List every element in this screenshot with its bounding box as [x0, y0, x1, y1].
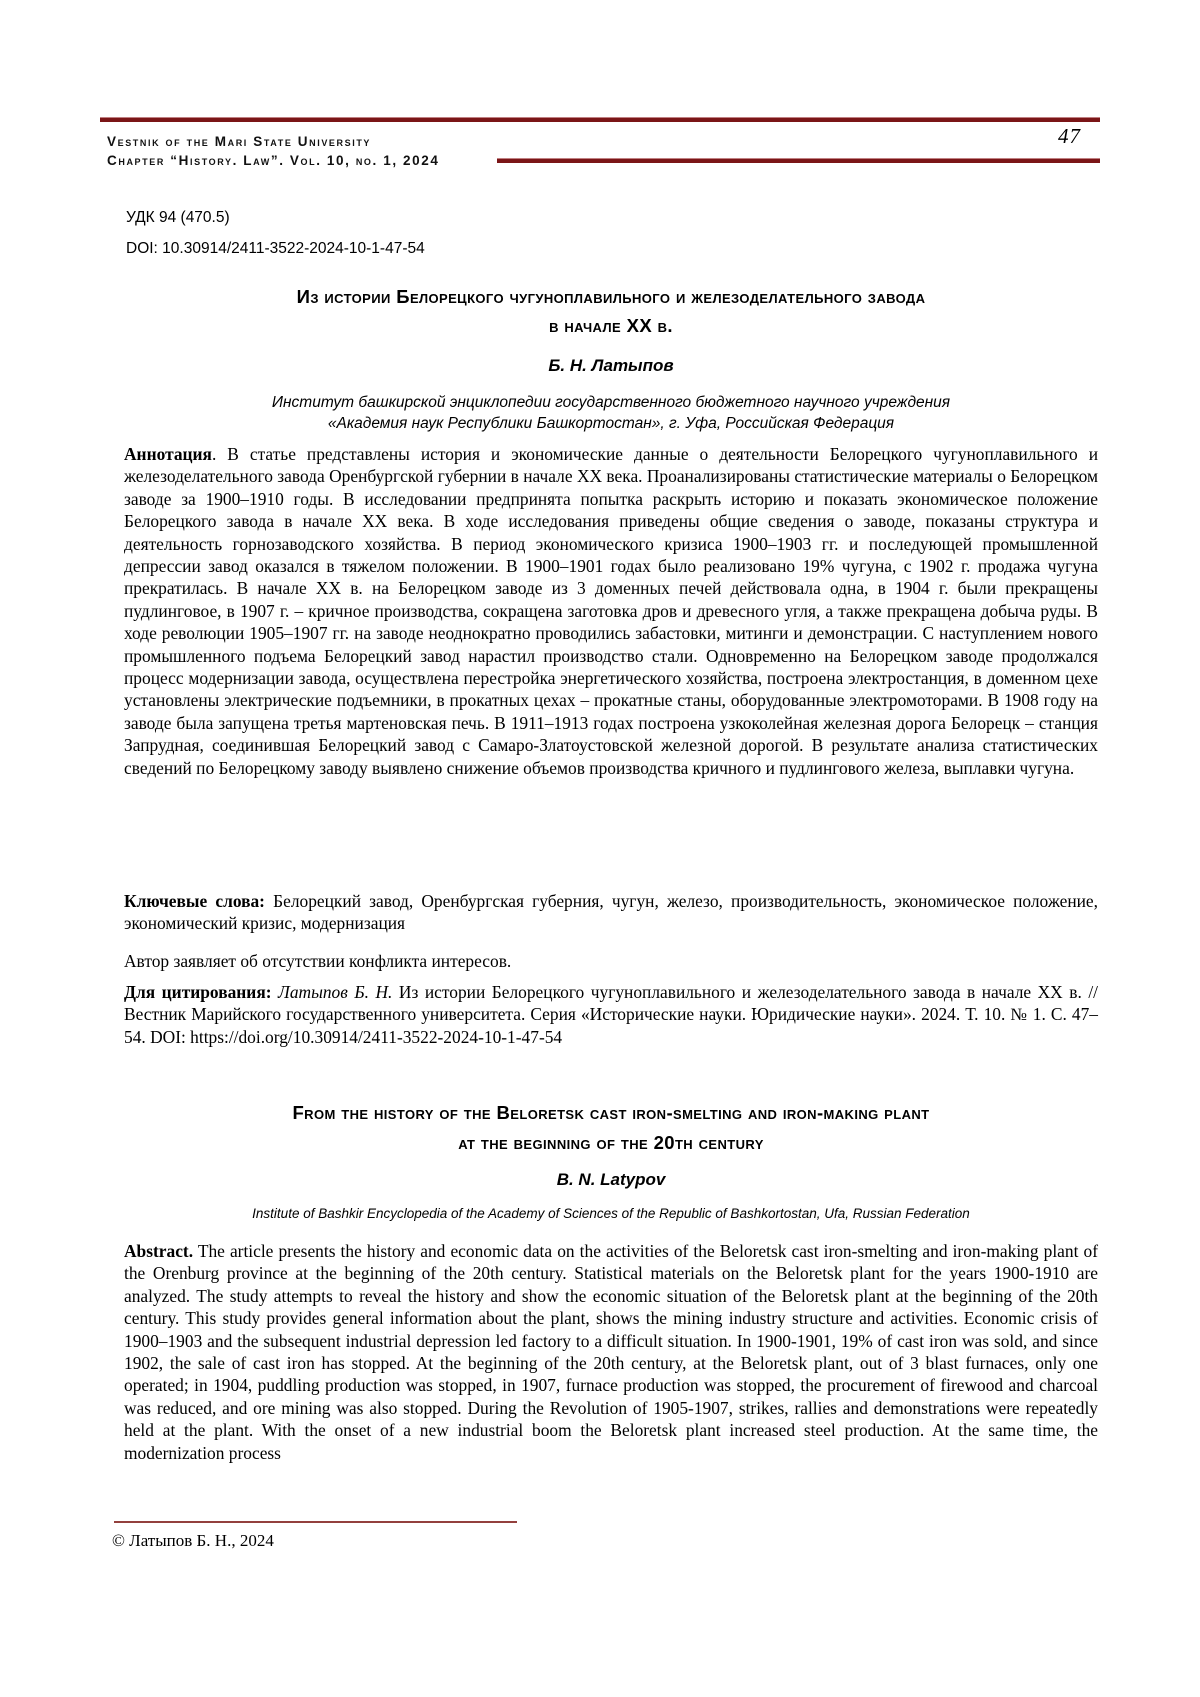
- journal-chapter-volume: Chapter “History. Law”. Vol. 10, no. 1, 2024: [107, 153, 440, 168]
- doi-code: DOI: 10.30914/2411-3522-2024-10-1-47-54: [126, 240, 425, 257]
- keywords-ru-label: Ключевые слова:: [124, 891, 265, 911]
- author-name-ru: Б. Н. Латыпов: [548, 356, 674, 375]
- header-rule-top: [100, 117, 1100, 122]
- footnote-divider: [114, 1521, 517, 1523]
- header-rule-right: [497, 158, 1100, 163]
- abstract-en-text: The article presents the history and economic data on the activities of the Beloretsk cast iron-smelting and iron-making plant of the Orenburg province at the beginning of the 20th century. Statistical materials on the Beloretsk plant for the years 1900-1910 are analyzed. The study attempts to reveal the history and show the economic situation of the Beloretsk plant at the beginning of the 20th century. This study provides general information about the plant, shows the mining industry structure and activities. Economic crisis of 1900–1903 and the subsequent industrial depression led factory to a difficult situation. In 1900-1901, 19% of cast iron was sold, and since 1902, the sale of cast iron has stopped. At the beginning of the 20th century, at the Beloretsk plant, out of 3 blast furnaces, only one operated; in 1904, puddling production was stopped, in 1907, furnace production was stopped, the procurement of firewood and charcoal was reduced, and ore mining was also stopped. During the Revolution of 1905-1907, strikes, rallies and demonstrations were repeatedly held at the plant. With the onset of a new industrial boom the Beloretsk plant increased steel production. At the same time, the modernization process: [124, 1241, 1098, 1463]
- abstract-ru-label: Аннотация: [124, 444, 212, 464]
- affiliation-ru-line1: Институт башкирской энциклопедии государственного бюджетного научного учреждения: [271, 394, 951, 411]
- article-title-ru-line2: в начале XX в.: [549, 315, 673, 336]
- article-title-en: [124, 1098, 1098, 1158]
- article-title-ru-line1: Из истории Белорецкого чугуноплавильного и железоделательного завода: [296, 286, 926, 307]
- affiliation-en: Institute of Bashkir Encyclopedia of the Academy of Sciences of the Republic of Bashkortostan, Ufa, Russian Federation: [252, 1206, 970, 1221]
- journal-name: Vestnik of the Mari State University: [107, 134, 372, 149]
- abstract-en-label: Abstract.: [124, 1241, 194, 1261]
- copyright-notice: © Латыпов Б. Н., 2024: [112, 1531, 274, 1550]
- abstract-ru: [124, 443, 1098, 779]
- author-name-en: B. N. Latypov: [556, 1170, 666, 1189]
- affiliation-ru-line2: «Академия наук Республики Башкортостан», г. Уфа, Российская Федерация: [327, 414, 895, 432]
- article-title-ru: [124, 282, 1098, 340]
- keywords-ru-text: Белорецкий завод, Оренбургская губерния, чугун, железо, производительность, экономическое положение, экономический кризис, модернизация: [124, 891, 1099, 934]
- citation-ru-text: Из истории Белорецкого чугуноплавильного и железоделательного завода в начале XX в. // Вестник Марийского государственного университета. Серия «Исторические науки. Юридические науки». 2024. Т. 10. № 1. С. 47–54. DOI: https://doi.org/10.30914/2411-3522-2024-10-1-47-54: [124, 982, 1099, 1047]
- affiliation-ru: [124, 393, 1098, 434]
- page-number: 47: [1058, 124, 1081, 148]
- keywords-ru: [124, 890, 1098, 935]
- article-title-en-line1: From the history of the Beloretsk cast iron-smelting and iron-making plant: [292, 1102, 930, 1123]
- abstract-ru-text: . В статье представлены история и экономические данные о деятельности Белорецкого чугуноплавильного и железоделательного завода Оренбургской губернии в начале XX века. Проанализированы статистические материалы о Белорецком заводе за 1900–1910 годы. В исследовании предпринята попытка раскрыть историю и показать экономическое положение Белорецкого завода в начале XX века. В ходе исследования приведены общие сведения о заводе, показаны структура и деятельность горнозаводского хозяйства. В период экономического кризиса 1900–1903 гг. и последующей промышленной депрессии завод оказался в тяжелом положении. В 1900–1901 годах было реализовано 19% чугуна, с 1902 г. продажа чугуна прекратилась. В начале XX в. на Белорецком заводе из 3 доменных печей действовала одна, в 1904 г. были прекращены пудлинговое, в 1907 г. – кричное производства, сокращена заготовка дров и древесного угля, а также прекращена добыча руды. В ходе революции 1905–1907 гг. на заводе неоднократно проводились забастовки, митинги и демонстрации. С наступлением нового промышленного подъема Белорецкий завод нарастил производство стали. Одновременно на Белорецком заводе продолжался процесс модернизации завода, осуществлена перестройка энергетического хозяйства, построена электростанция, в доменном цехе установлены электрические подъемники, в прокатных цехах – прокатные станы, оборудованные электромоторами. В 1908 году на заводе была запущена третья мартеновская печь. В 1911–1913 годах построена узкоколейная железная дорога Белорецк – станция Запрудная, соединившая Белорецкий завод с Самаро-Златоустовской железной дорогой. В результате анализа статистических сведений по Белорецкому заводу выявлено снижение объемов производства кричного и пудлингового железа, выплавки чугуна.: [124, 444, 1098, 778]
- citation-ru-label: Для цитирования:: [124, 982, 272, 1002]
- citation-ru-author: Латыпов Б. Н.: [271, 982, 393, 1002]
- article-title-en-line2: at the beginning of the 20th century: [458, 1132, 764, 1153]
- udc-code: УДК 94 (470.5): [126, 209, 230, 226]
- conflict-statement: Автор заявляет об отсутствии конфликта интересов.: [124, 951, 512, 971]
- citation-ru: [124, 981, 1098, 1048]
- abstract-en: [124, 1240, 1098, 1464]
